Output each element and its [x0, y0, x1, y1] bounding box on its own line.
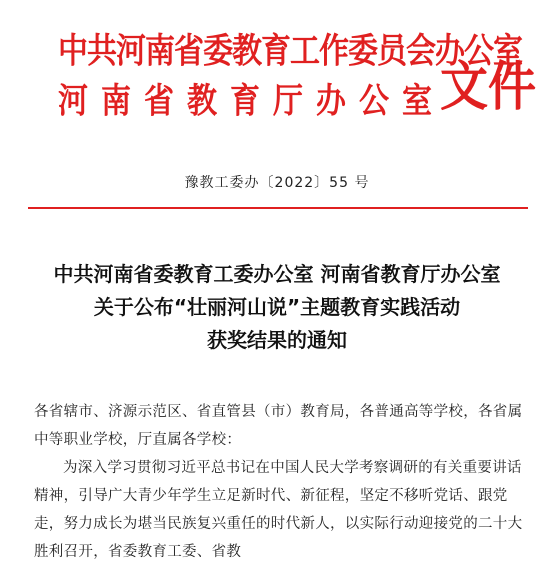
notice-title	[0, 258, 554, 357]
issuer-line-2: 河南省教育厅办公室	[58, 81, 445, 122]
title-line-2: 关于公布“壮丽河山说”主题教育实践活动	[93, 295, 461, 319]
document-type-label: 文件	[440, 56, 537, 118]
notice-body	[34, 398, 526, 566]
salutation: 各省辖市、济源示范区、省直管县（市）教育局，各普通高等学校，各省属中等职业学校，厅直属各学校：	[34, 404, 523, 448]
red-divider-line	[28, 207, 528, 209]
title-line-1: 中共河南省委教育工委办公室 河南省教育厅办公室	[53, 262, 501, 286]
body-paragraph-1: 为深入学习贯彻习近平总书记在中国人民大学考察调研的有关重要讲话精神，引导广大青少年学生立足新时代、新征程，坚定不移听党话、跟党走，努力成长为堪当民族复兴重任的时代新人，以实际行动迎接党的二十大胜利召开，省委教育工委、省教	[34, 460, 523, 560]
document-number: 豫教工委办〔2022〕55 号	[184, 175, 370, 191]
document-header	[0, 0, 554, 200]
title-line-3: 获奖结果的通知	[207, 328, 347, 352]
issuer-line-1: 中共河南省委教育工作委员会办公室	[58, 31, 522, 72]
